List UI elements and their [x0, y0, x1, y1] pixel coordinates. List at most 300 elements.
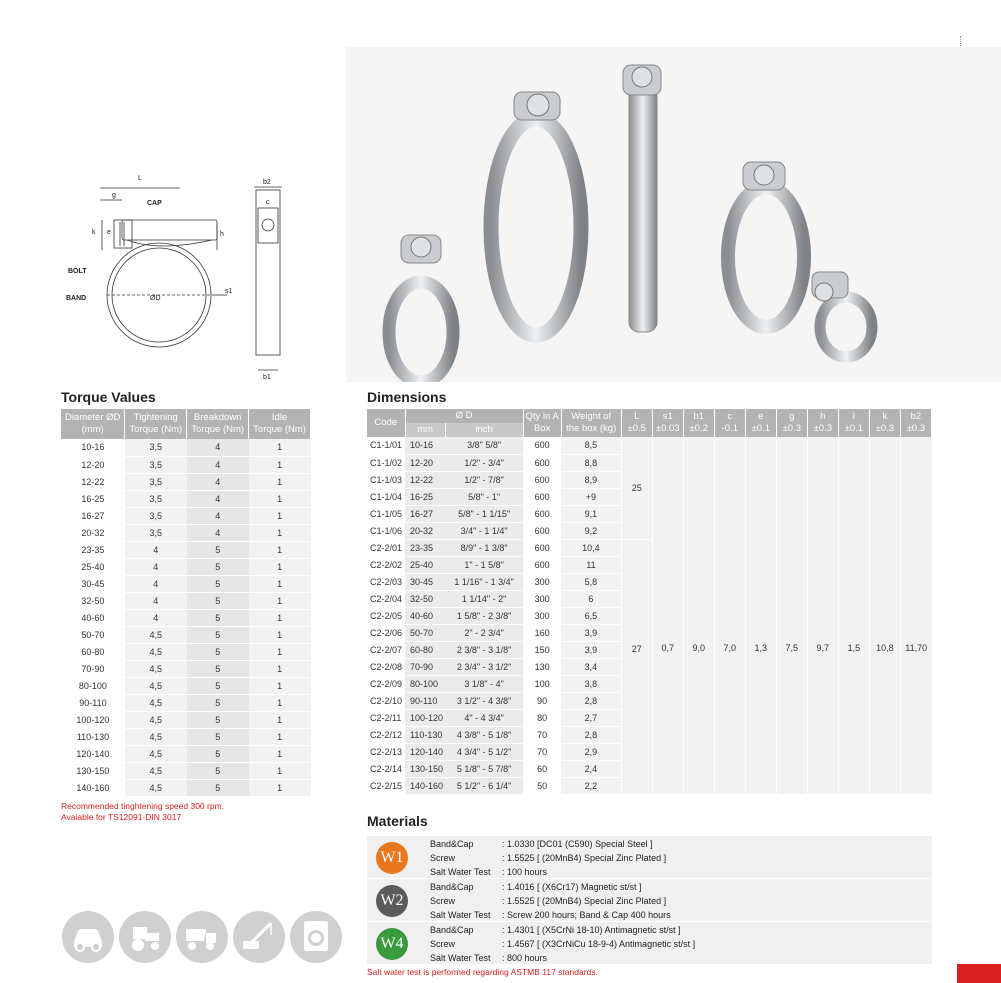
header-line: ±0.2: [689, 423, 708, 434]
table-row: [61, 558, 311, 575]
spec-value-text: 7,5: [785, 643, 799, 653]
table-cell: 20-32: [405, 522, 445, 539]
table-row: [61, 592, 311, 609]
table-row: [61, 626, 311, 643]
spec-value: [714, 437, 745, 794]
material-line: [430, 880, 642, 894]
torque-note-standard: Avaiable for TS12091-DIN 3017: [61, 812, 182, 822]
spec-value: [838, 437, 869, 794]
header-line: the box (kg): [566, 423, 617, 434]
technical-drawing: [62, 160, 302, 385]
table-cell: 4 3/8" - 5 1/8": [445, 726, 523, 743]
label-band: BAND: [66, 295, 87, 302]
table-cell: 1: [249, 490, 311, 507]
torque-header-cell: [187, 409, 249, 439]
table-cell: 4" - 4 3/4": [445, 709, 523, 726]
table-cell: 5: [187, 541, 249, 558]
table-cell: C1-1/06: [367, 522, 405, 539]
table-cell: 70: [523, 743, 561, 760]
table-cell: 32-50: [405, 590, 445, 607]
table-cell: 3,5: [125, 507, 187, 524]
table-cell: 70: [523, 726, 561, 743]
table-cell: 12-22: [61, 473, 125, 490]
material-badge-w1: W1: [376, 842, 408, 874]
table-cell: 1: [249, 626, 311, 643]
header-line: ±0.3: [813, 423, 833, 434]
table-cell: 120-140: [405, 743, 445, 760]
table-row: [61, 779, 311, 796]
table-cell: 600: [523, 522, 561, 539]
table-cell: 50-70: [405, 624, 445, 641]
table-cell: 1: [249, 609, 311, 626]
header-line: Idle: [271, 412, 288, 423]
label-L: L: [138, 175, 142, 182]
table-cell: 9,2: [561, 522, 621, 539]
dimensions-table: [367, 409, 932, 795]
table-cell: 1: [249, 728, 311, 745]
table-cell: 5: [187, 660, 249, 677]
table-cell: 23-35: [405, 539, 445, 556]
table-cell: 160: [523, 624, 561, 641]
header-line: ±0.03: [655, 423, 680, 434]
table-cell: 5: [187, 643, 249, 660]
table-row: [61, 762, 311, 779]
material-key: Salt Water Test: [430, 953, 491, 963]
spec-value-text: 1,5: [847, 643, 861, 653]
table-cell: 60-80: [405, 641, 445, 658]
material-value: : 1.4301 [ (X5CrNi 18-10) Antimagnetic st/st ]: [502, 925, 681, 935]
torque-header-cell: [125, 409, 187, 439]
table-cell: 3,5: [125, 524, 187, 541]
table-row: [61, 711, 311, 728]
table-cell: 1: [249, 558, 311, 575]
table-cell: 16-27: [61, 507, 125, 524]
header-line: g: [789, 411, 795, 422]
table-cell: 3,4: [561, 658, 621, 675]
material-line: [430, 865, 547, 879]
table-cell: 30-45: [405, 573, 445, 590]
header-line: Breakdown: [193, 412, 242, 423]
table-cell: 1: [249, 575, 311, 592]
table-cell: 25-40: [405, 556, 445, 573]
table-cell: 4,5: [125, 745, 187, 762]
torque-title: Torque Values: [61, 389, 156, 405]
table-row: [61, 456, 311, 473]
table-cell: 1: [249, 745, 311, 762]
table-cell: 150: [523, 641, 561, 658]
torque-header-cell: [61, 409, 125, 439]
material-value: : Screw 200 hours; Band & Cap 400 hours: [502, 910, 671, 920]
table-cell: C2-2/03: [367, 573, 405, 590]
header-line: Torque (Nm): [253, 424, 306, 435]
table-cell: C2-2/09: [367, 675, 405, 692]
table-cell: 4: [125, 575, 187, 592]
table-cell: 3,5: [125, 439, 187, 456]
table-cell: 4: [125, 592, 187, 609]
header-line: k: [882, 411, 888, 422]
table-cell: 20-32: [61, 524, 125, 541]
spec-value: [683, 437, 714, 794]
table-cell: 4,5: [125, 779, 187, 796]
table-cell: 1: [249, 677, 311, 694]
label-g: g: [112, 192, 116, 199]
table-cell: 5 1/2" - 6 1/4": [445, 777, 523, 794]
table-cell: 3,5: [125, 490, 187, 507]
table-cell: C2-2/14: [367, 760, 405, 777]
material-value: : 100 hours: [502, 867, 548, 877]
table-cell: 110-130: [61, 728, 125, 745]
table-cell: 2 3/8" - 3 1/8": [445, 641, 523, 658]
dims-header-inch: inch: [445, 423, 523, 437]
spec-value-text: 1,3: [754, 643, 768, 653]
table-cell: 1: [249, 762, 311, 779]
table-cell: 5 1/8" - 5 7/8": [445, 760, 523, 777]
spec-value-text: 10,8: [876, 643, 894, 653]
car-icon: [62, 911, 114, 963]
table-cell: 2 3/4" - 3 1/2": [445, 658, 523, 675]
table-cell: 2,2: [561, 777, 621, 794]
table-cell: 130-150: [405, 760, 445, 777]
table-cell: 600: [523, 488, 561, 505]
table-cell: +9: [561, 488, 621, 505]
spec-value-text: 9,0: [692, 643, 705, 653]
spec-value-text: 9,7: [816, 643, 830, 653]
dims-header-spec: [838, 409, 869, 437]
table-row: [367, 437, 932, 454]
table-cell: 110-130: [405, 726, 445, 743]
header-line: ±0.3: [875, 423, 895, 434]
spec-value-text: 7,0: [723, 643, 737, 653]
materials-title: Materials: [367, 813, 428, 829]
table-cell: 90: [523, 692, 561, 709]
label-b2: b2: [263, 179, 271, 186]
table-cell: 130-150: [61, 762, 125, 779]
table-cell: 12-20: [405, 454, 445, 471]
table-cell: 12-20: [61, 456, 125, 473]
table-cell: 120-140: [61, 745, 125, 762]
label-e: e: [107, 229, 111, 236]
table-row: [61, 541, 311, 558]
table-row: [61, 507, 311, 524]
table-cell: 5: [187, 762, 249, 779]
table-cell: 3,5: [125, 473, 187, 490]
table-cell: 1: [249, 592, 311, 609]
table-cell: 4,5: [125, 728, 187, 745]
table-cell: 32-50: [61, 592, 125, 609]
material-line: [430, 837, 653, 851]
table-cell: 16-25: [405, 488, 445, 505]
table-cell: 140-160: [405, 777, 445, 794]
table-cell: 80-100: [405, 675, 445, 692]
table-cell: 30-45: [61, 575, 125, 592]
table-cell: 5: [187, 677, 249, 694]
table-cell: 3,5: [125, 456, 187, 473]
table-cell: 8/9" - 1 3/8": [445, 539, 523, 556]
spec-L-c2: [621, 539, 652, 794]
table-cell: 5: [187, 592, 249, 609]
materials-note: Salt water test is performed regarding ASTMB 117 standards.: [367, 967, 598, 977]
spec-value-text: 11,70: [905, 643, 928, 653]
table-cell: 600: [523, 471, 561, 488]
dims-header-mm: mm: [405, 423, 445, 437]
table-cell: C1-1/05: [367, 505, 405, 522]
material-line: [430, 937, 695, 951]
table-cell: 1: [249, 439, 311, 456]
table-row: [61, 609, 311, 626]
table-cell: C2-2/13: [367, 743, 405, 760]
table-cell: 23-35: [61, 541, 125, 558]
header-line: b1: [693, 411, 705, 422]
table-cell: C1-1/02: [367, 454, 405, 471]
table-cell: 2,8: [561, 692, 621, 709]
label-diameter: ØD: [150, 295, 161, 302]
label-bolt: BOLT: [68, 268, 87, 275]
table-cell: 1: [249, 541, 311, 558]
table-row: [61, 643, 311, 660]
table-cell: 2,4: [561, 760, 621, 777]
table-cell: 4 3/4" - 5 1/2": [445, 743, 523, 760]
table-cell: 12-22: [405, 471, 445, 488]
table-cell: 3,9: [561, 624, 621, 641]
table-cell: C2-2/12: [367, 726, 405, 743]
table-cell: 70-90: [61, 660, 125, 677]
table-cell: 4,5: [125, 694, 187, 711]
material-group: [367, 879, 932, 922]
table-cell: 1/2" - 7/8": [445, 471, 523, 488]
table-cell: 5: [187, 779, 249, 796]
torque-note-speed: Recommended tinghtening speed 300 rpm.: [61, 801, 225, 811]
table-cell: 60-80: [61, 643, 125, 660]
table-cell: 11: [561, 556, 621, 573]
table-cell: 600: [523, 454, 561, 471]
material-key: Band&Cap: [430, 925, 474, 935]
table-cell: 130: [523, 658, 561, 675]
material-group: [367, 836, 932, 879]
table-cell: 1/2" - 3/4": [445, 454, 523, 471]
table-cell: 4: [187, 490, 249, 507]
table-cell: 6: [561, 590, 621, 607]
table-row: [61, 575, 311, 592]
table-cell: 1" - 1 5/8": [445, 556, 523, 573]
label-s1: s1: [225, 288, 233, 295]
spec-L-c1: 25: [621, 437, 652, 539]
table-cell: 5: [187, 694, 249, 711]
table-cell: 1: [249, 779, 311, 796]
table-cell: 25-40: [61, 558, 125, 575]
material-key: Salt Water Test: [430, 910, 491, 920]
header-line: Box: [533, 423, 551, 434]
table-cell: 60: [523, 760, 561, 777]
dims-header-spec: [621, 409, 652, 437]
label-cap: CAP: [147, 200, 162, 207]
table-cell: 5: [187, 575, 249, 592]
spec-value: [807, 437, 838, 794]
header-line: i: [852, 411, 855, 422]
table-row: [61, 677, 311, 694]
table-cell: 5,8: [561, 573, 621, 590]
label-h: h: [220, 231, 224, 238]
material-badge-w4: W4: [376, 928, 408, 960]
table-cell: 5: [187, 745, 249, 762]
table-cell: 10-16: [405, 437, 445, 454]
material-line: [430, 851, 666, 865]
table-cell: 4,5: [125, 677, 187, 694]
torque-notes: [61, 801, 224, 823]
table-cell: 4: [187, 439, 249, 456]
header-line: ±0.3: [906, 423, 926, 434]
table-cell: 9,1: [561, 505, 621, 522]
table-cell: 80-100: [61, 677, 125, 694]
table-cell: 10-16: [61, 439, 125, 456]
dims-header-spec: [869, 409, 900, 437]
label-b1: b1: [263, 374, 271, 381]
table-cell: 16-27: [405, 505, 445, 522]
spec-L-text: 27: [631, 643, 642, 654]
material-value: : 1.5525 [ (20MnB4) Special Zinc Plated ]: [502, 853, 667, 863]
table-row: [61, 728, 311, 745]
table-cell: 1: [249, 473, 311, 490]
spec-value: [900, 437, 931, 794]
table-cell: 4,5: [125, 643, 187, 660]
header-line: (mm): [81, 424, 104, 435]
table-cell: 600: [523, 556, 561, 573]
table-cell: C2-2/07: [367, 641, 405, 658]
table-cell: 2,7: [561, 709, 621, 726]
table-cell: 2,8: [561, 726, 621, 743]
spec-value-text: 0,7: [661, 643, 674, 653]
material-value: : 1.5525 [ (20MnB4) Special Zinc Plated ]: [502, 896, 667, 906]
header-line: ±0.5: [627, 423, 646, 434]
spec-value: [745, 437, 776, 794]
table-cell: C2-2/01: [367, 539, 405, 556]
header-line: Tightening: [133, 412, 178, 423]
table-cell: 300: [523, 590, 561, 607]
dims-header-spec: [683, 409, 714, 437]
header-line: Diameter ØD: [64, 412, 121, 423]
dims-header-od: Ø D: [405, 409, 523, 423]
table-cell: 4,5: [125, 762, 187, 779]
table-cell: 1: [249, 711, 311, 728]
table-cell: 5: [187, 626, 249, 643]
table-cell: 4,5: [125, 711, 187, 728]
header-line: L: [634, 411, 640, 422]
label-c: c: [266, 199, 270, 206]
table-cell: 1 1/16" - 1 3/4": [445, 573, 523, 590]
dump-truck-icon: [176, 911, 228, 963]
table-row: [61, 439, 311, 456]
table-cell: 1: [249, 456, 311, 473]
header-line: s1: [662, 411, 673, 422]
header-line: e: [758, 411, 764, 422]
material-line: [430, 908, 671, 922]
table-cell: 1: [249, 507, 311, 524]
dims-header-spec: [714, 409, 745, 437]
page-corner-marker: [957, 964, 1001, 983]
table-cell: 600: [523, 437, 561, 454]
table-cell: C1-1/04: [367, 488, 405, 505]
table-cell: 300: [523, 573, 561, 590]
table-cell: 70-90: [405, 658, 445, 675]
table-cell: 40-60: [405, 607, 445, 624]
header-line: Qty in A: [525, 411, 559, 422]
crane-icon: [233, 911, 285, 963]
table-cell: 4: [125, 609, 187, 626]
material-value: : 1.4567 [ (X3CrNiCu 18-9-4) Antimagnetic st/st ]: [502, 939, 696, 949]
table-cell: C1-1/03: [367, 471, 405, 488]
table-cell: C2-2/02: [367, 556, 405, 573]
header-line: b2: [910, 411, 922, 422]
table-cell: C2-2/08: [367, 658, 405, 675]
header-line: ±0.1: [844, 423, 864, 434]
table-cell: 3/8" 5/8": [445, 437, 523, 454]
table-cell: 300: [523, 607, 561, 624]
table-cell: 1: [249, 660, 311, 677]
spec-value: [869, 437, 900, 794]
table-cell: 4: [187, 456, 249, 473]
materials-list: [367, 836, 932, 964]
material-line: [430, 894, 666, 908]
header-line: h: [820, 411, 826, 422]
table-cell: 16-25: [61, 490, 125, 507]
header-line: c: [727, 411, 733, 422]
material-group: [367, 922, 932, 965]
torque-table: [61, 409, 311, 797]
torque-header-cell: [249, 409, 311, 439]
table-cell: C2-2/15: [367, 777, 405, 794]
material-badge-w2: W2: [376, 885, 408, 917]
washing-machine-icon: [290, 911, 342, 963]
material-line: [430, 923, 681, 937]
material-value: : 1.0330 [DC01 (C590) Special Steel ]: [502, 839, 653, 849]
header-line: ±0.1: [751, 423, 770, 434]
table-cell: 1 1/14" - 2": [445, 590, 523, 607]
table-cell: C1-1/01: [367, 437, 405, 454]
table-cell: 1 5/8" - 2 3/8": [445, 607, 523, 624]
table-cell: 4: [187, 473, 249, 490]
header-line: -0.1: [721, 423, 738, 434]
table-cell: 3 1/2" - 4 3/8": [445, 692, 523, 709]
table-row: [61, 524, 311, 541]
material-value: : 1.4016 [ (X6Cr17) Magnetic st/st ]: [502, 882, 642, 892]
table-cell: 100-120: [61, 711, 125, 728]
table-cell: C2-2/11: [367, 709, 405, 726]
table-cell: 5: [187, 728, 249, 745]
table-cell: 8,5: [561, 437, 621, 454]
table-cell: 1: [249, 524, 311, 541]
table-cell: 4: [125, 541, 187, 558]
table-cell: 90-110: [405, 692, 445, 709]
table-cell: 100-120: [405, 709, 445, 726]
table-cell: 3,9: [561, 641, 621, 658]
table-cell: 5: [187, 558, 249, 575]
dims-header-spec: [900, 409, 931, 437]
table-cell: 3/4" - 1 1/4": [445, 522, 523, 539]
table-cell: 90-110: [61, 694, 125, 711]
table-cell: 100: [523, 675, 561, 692]
table-cell: 4,5: [125, 660, 187, 677]
spec-value: [652, 437, 683, 794]
table-cell: 6,5: [561, 607, 621, 624]
table-cell: 4: [187, 507, 249, 524]
table-cell: 4: [125, 558, 187, 575]
material-key: Band&Cap: [430, 839, 474, 849]
table-cell: C2-2/10: [367, 692, 405, 709]
table-cell: 10,4: [561, 539, 621, 556]
material-key: Screw: [430, 896, 456, 906]
table-cell: 40-60: [61, 609, 125, 626]
material-line: [430, 951, 547, 965]
table-row: [61, 473, 311, 490]
